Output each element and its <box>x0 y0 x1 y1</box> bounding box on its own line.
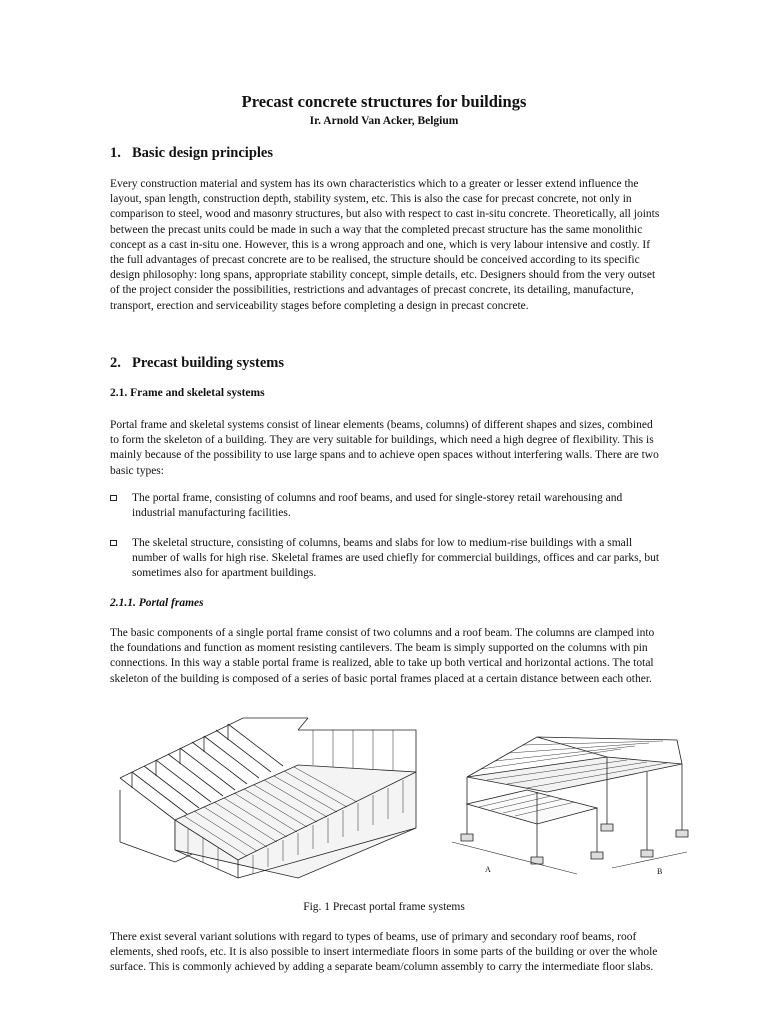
subsection-2-1-1-paragraph: The basic components of a single portal frame consist of two columns and a roof beam. The columns are clamped into the foundations and function as moment resisting cantilevers. The beam is simply supported on the columns with pin connections. In this way a stable portal frame is realized, able to take up both vertical and horizontal actions. The total skeleton of the building is composed of a series of basic portal frames placed at a certain distance between each other. <box>110 627 655 685</box>
subsection-2-1-1-heading: 2.1.1. Portal frames <box>110 597 204 609</box>
bullet-text: The skeletal structure, consisting of columns, beams and slabs for low to medium-rise buildings with a small number of walls for high rise. Skeletal frames are used chiefly for commercial buildings, offices and car parks, but sometimes also for apartment buildings. <box>132 537 660 580</box>
subsection-2-1-heading: 2.1. Frame and skeletal systems <box>110 387 265 399</box>
square-bullet-icon <box>110 495 117 501</box>
bullet-item-portal-frame <box>110 491 662 521</box>
dimension-label-a: A <box>485 865 491 874</box>
section-1-title: Basic design principles <box>132 145 273 161</box>
closing-paragraph: There exist several variant solutions with regard to types of beams, use of primary and secondary roof beams, roof elements, shed roofs, etc. It is also possible to insert intermediate floors in some parts of the building or over the whole surface. This is commonly achieved by adding a separate beam/column assembly to carry the intermediate floor slabs. <box>110 931 658 974</box>
document-title: Precast concrete structures for buildings <box>241 92 527 111</box>
author-line: Ir. Arnold Van Acker, Belgium <box>309 115 459 127</box>
subsection-2-1-paragraph: Portal frame and skeletal systems consist of linear elements (beams, columns) of different shapes and sizes, combined to form the skeleton of a building. They are very suitable for buildings, which need a high degree of flexibility. This is mainly because of the possibility to use large spans and to achieve open spaces without interfering walls. There are two basic types: <box>110 419 659 477</box>
figure-caption: Fig. 1 Precast portal frame systems <box>303 901 465 913</box>
section-1-number: 1. <box>110 145 121 161</box>
bullet-item-skeletal-structure <box>110 536 662 582</box>
square-bullet-icon <box>110 540 117 546</box>
section-1-heading <box>110 145 273 162</box>
section-1-paragraph: Every construction material and system has its own characteristics which to a greater or lesser extend influence the layout, span length, construction depth, stability system, etc. This is also the case for precast concrete, not only in comparison to steel, wood and masonry structures, but also with respect to cast in-situ concrete. Theoretically, all joints between the precast units could be made in such a way that the completed precast structure has the same monolithic concept as a cast in-situ one. However, this is a wrong approach and one, which is very labour intensive and costly. If the full advantages of precast concrete are to be realised, the structure should be conceived according to its specific design philosophy: long spans, appropriate stability concept, simple details, etc. Designers should from the very outset of the project consider the possibilities, restrictions and advantages of precast concrete, its detailing, manufacture, transport, erection and serviceability stages before completing a design in precast concrete. <box>110 178 660 312</box>
portal-frame-warehouse-figure <box>118 710 423 880</box>
section-2-heading <box>110 355 284 372</box>
bullet-text: The portal frame, consisting of columns and roof beams, and used for single-storey retail warehousing and industrial manufacturing facilities. <box>132 492 623 520</box>
section-2-number: 2. <box>110 355 121 371</box>
section-2-title: Precast building systems <box>132 355 284 371</box>
portal-frame-skeleton-figure <box>447 712 692 882</box>
dimension-label-b: B <box>657 867 663 876</box>
